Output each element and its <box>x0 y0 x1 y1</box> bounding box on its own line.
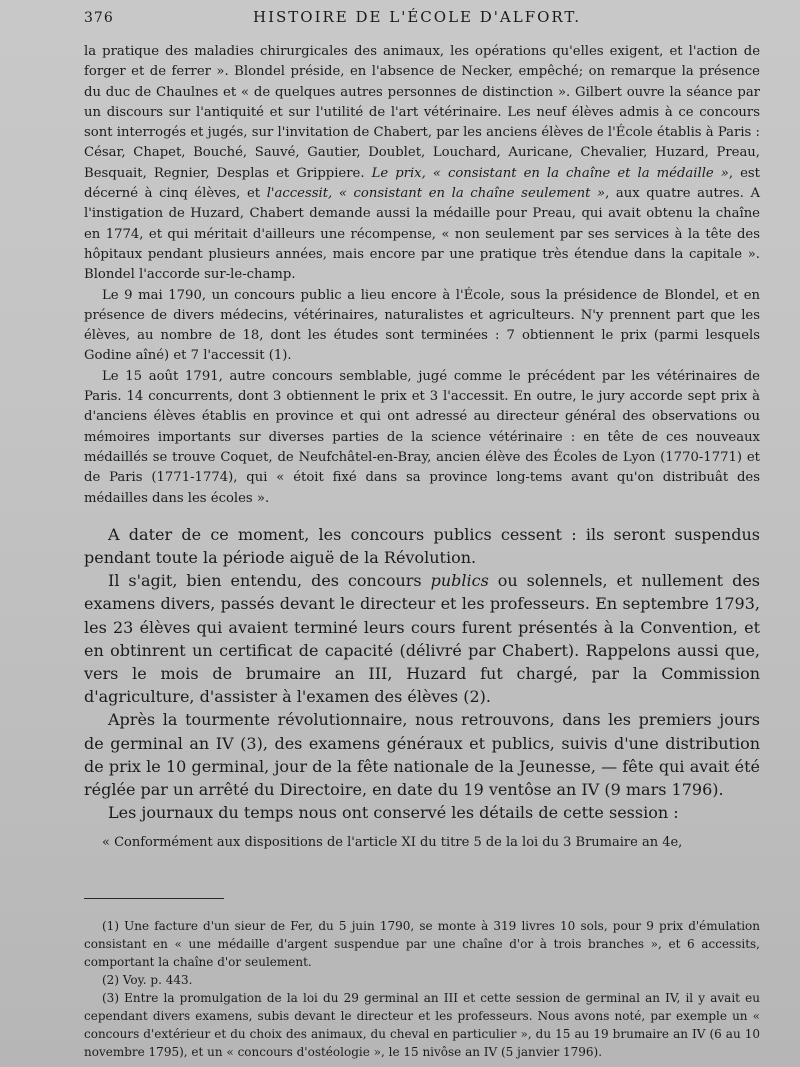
footnote-1: (1) Une facture d'un sieur de Fer, du 5 juin 1790, se monte à 319 livres 10 sols, pour 9 prix d'émulation consistant en « une médaille d'argent suspendue par une chaîne d'or à trois branches », et 6 accessits, comportant la chaîne d'or seulement. <box>84 919 760 970</box>
paragraph-italic: Le prix, « consistant en la chaîne et la médaille » <box>371 165 729 181</box>
footnote-2: (2) Voy. p. 443. <box>102 973 193 988</box>
page-header <box>84 8 760 42</box>
small-print-section <box>84 42 760 509</box>
quote-section <box>84 832 760 854</box>
paragraph-competition-1790: Le 9 mai 1790, un concours public a lieu encore à l'École, sous la présidence de Blondel, et en présence de divers médecins, vétérinaires, naturalistes et agriculteurs. N'y prennent part que les élèves, au nombre de 18, dont les études sont terminées : 7 obtiennent le prix (parmi lesquels Godine aîné) et 7 l'accessit (1). <box>84 287 760 364</box>
paragraph-text: ou solennels, et nullement des examens divers, passés devant le directeur et les professeurs. En septembre 1793, les 23 élèves qui avaient terminé leurs cours furent présentés à la Convention, et en obtinrent un certificat de capacité (délivré par Chabert). Rappelons aussi que, vers le mois de brumaire an III, Huzard fut chargé, par la Commission d'agriculture, d'assister à l'examen des élèves (2). <box>84 571 761 707</box>
quote-line: « Conformément aux dispositions de l'article XI du titre 5 de la loi du 3 Brumaire an 4e, <box>102 835 683 851</box>
paragraph-text: Il s'agit, bien entendu, des concours <box>108 571 431 591</box>
paragraph-competition-1789 <box>84 42 760 286</box>
paragraph-public-competitions <box>84 569 760 708</box>
paragraph-journals: Les journaux du temps nous ont conservé les détails de cette session : <box>108 803 679 823</box>
main-text-section <box>84 523 760 825</box>
paragraph-after-revolution: Après la tourmente révolutionnaire, nous retrouvons, dans les premiers jours de germinal an IV (3), des examens généraux et publics, suivis d'une distribution de prix le 10 germinal, jour de la fête nationale de la Jeunesse, — fête qui avait été réglée par un arrêté du Directoire, en date du 19 ventôse an IV (9 mars 1796). <box>84 710 760 800</box>
footnote-3: (3) Entre la promulgation de la loi du 29 germinal an III et cette session de germinal an IV, il y avait eu cependant divers examens, subis devant le directeur et les professeurs. Nous avons noté, par exemple un « concours d'extérieur et du choix des animaux, du cheval en particulier », du 15 au 19 brumaire an IV (6 au 10 novembre 1795), et un « concours d'ostéologie », le 15 nivôse an IV (5 janvier 1796). <box>84 991 760 1060</box>
paragraph-text: , est décerné à cinq élèves, et <box>84 165 760 202</box>
paragraph-competition-1791: Le 15 août 1791, autre concours semblable, jugé comme le précédent par les vétérinaires de Paris. 14 concurrents, dont 3 obtiennent le prix et 3 l'accessit. En outre, le jury accorde sept prix à d'anciens élèves établis en province et qui ont adressé au directeur général des observations ou mémoires importants sur diverses parties de la science vétérinaire : en tête de ces nouveaux médaillés se trouve Coquet, de Neufchâtel-en-Bray, ancien élève des Écoles de Lyon (1770-1771) et de Paris (1771-1774), qui « étoit fixé dans sa province long-tems avant qu'on distribuât des médailles dans les écoles ». <box>84 368 760 506</box>
footnote-divider <box>84 898 224 899</box>
page-number: 376 <box>84 10 114 26</box>
running-title: HISTOIRE DE L'ÉCOLE D'ALFORT. <box>253 8 581 26</box>
paragraph-italic: l'accessit, « consistant en la chaîne seulement » <box>266 186 606 202</box>
paragraph-text: , aux quatre autres. A l'instigation de Huzard, Chabert demande aussi la médaille pour Preau, qui avait obtenu la chaîne en 1774, et qui méritait d'ailleurs une récompense, « non seulement par ses services à la tête des hôpitaux pendant plusieurs années, mais encore par une pratique très étendue dans la capitale ». Blondel l'accorde sur-le-champ. <box>84 186 761 283</box>
paragraph-competitions-cease: A dater de ce moment, les concours publics cessent : ils seront suspendus pendant toute la période aiguë de la Révolution. <box>84 524 760 568</box>
footnotes <box>84 917 760 1061</box>
paragraph-italic: publics <box>430 571 489 591</box>
paragraph-text: la pratique des maladies chirurgicales des animaux, les opérations qu'elles exigent, et l'action de forger et de ferrer ». Blondel préside, en l'absence de Necker, empêché; on remarque la présence du duc de Chaulnes et « de quelques autres personnes de distinction ». Gilbert ouvre la séance par un discours sur l'antiquité et sur l'utilité de l'art vétérinaire. Les neuf élèves admis à ce concours sont interrogés et jugés, sur l'invitation de Chabert, par les anciens élèves de l'École établis à Paris : César, Chapet, Bouché, Sauvé, Gautier, Doublet, Louchard, Auricane, Chevalier, Huzard, Preau, Besquait, Regnier, Desplas et Grippiere. <box>84 44 760 181</box>
